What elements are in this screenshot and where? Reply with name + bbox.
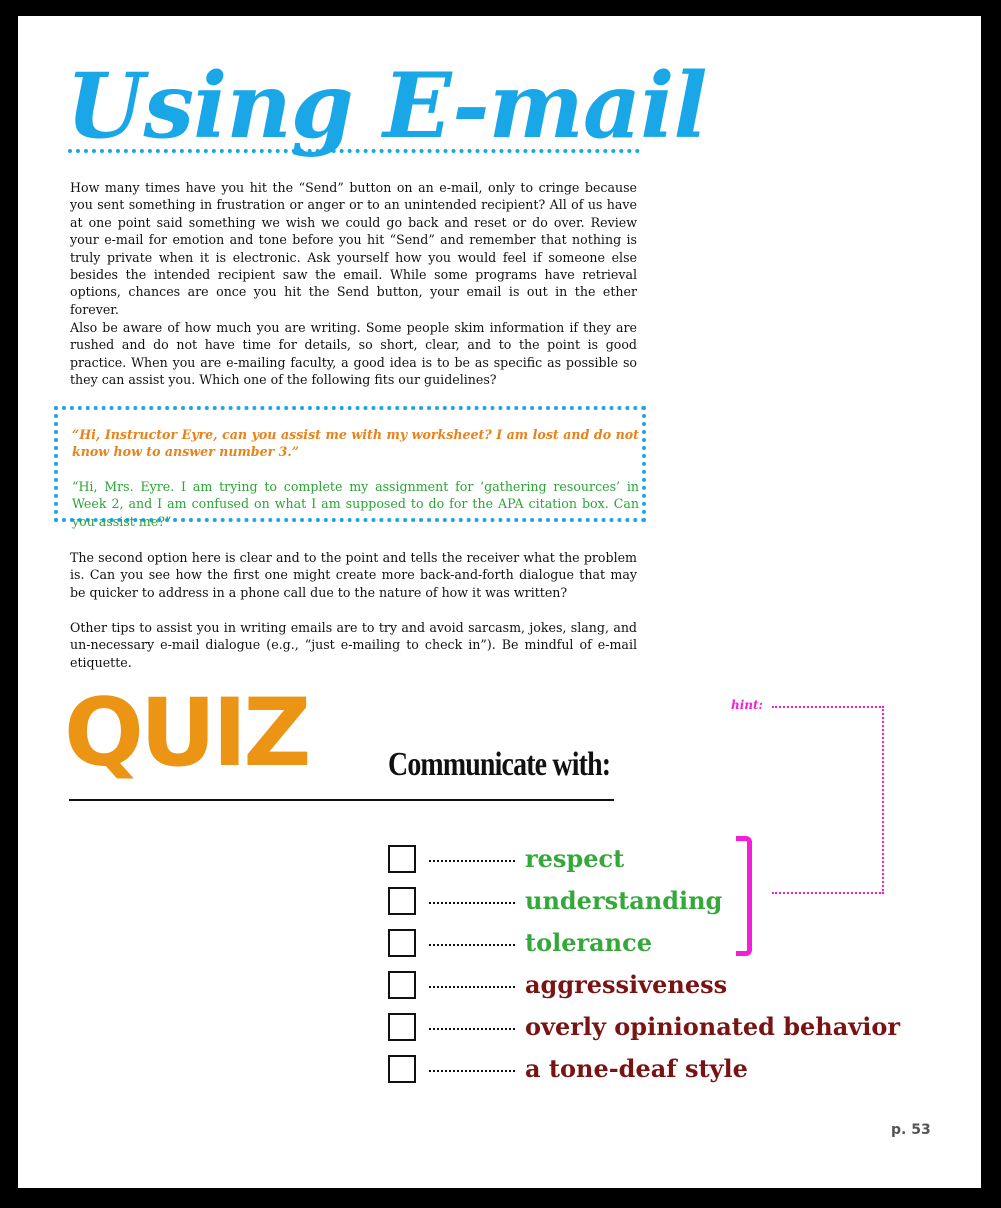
dotted-leader	[429, 944, 515, 946]
dotted-leader	[429, 986, 515, 988]
quiz-option-opinionated	[388, 1006, 948, 1048]
quiz-option-tolerance	[388, 922, 948, 964]
quiz-option-respect	[388, 838, 948, 880]
intro-paragraph: How many times have you hit the “Send” button on an e-mail, only to cringe because you sent something in frustration or anger or to an unintended recipient? All of us have at one point said something we wish we could go back and reset or do over. Review your e-mail for emotion and tone before you hit “Send” and remember that nothing is truly private when it is electronic. Ask yourself how you would feel if someone else besides the intended recipient saw the email. While some programs have retrieval options, chances are once you hit the Send button, your email is out in the ether forever.	[70, 180, 637, 317]
quiz-options-list	[388, 838, 948, 1090]
checkbox-tone-deaf[interactable]	[388, 1055, 416, 1083]
checkbox-tolerance[interactable]	[388, 929, 416, 957]
page-number: p. 53	[891, 1122, 931, 1138]
dotted-leader	[429, 860, 515, 862]
title-dotted-rule	[68, 149, 640, 153]
quiz-subheading: Communicate with:	[388, 746, 611, 783]
quiz-option-label: respect	[525, 844, 625, 873]
checkbox-understanding[interactable]	[388, 887, 416, 915]
checkbox-aggressiveness[interactable]	[388, 971, 416, 999]
quiz-underline	[69, 799, 614, 801]
dotted-leader	[429, 1070, 515, 1072]
quiz-option-label: tolerance	[525, 928, 653, 957]
quiz-option-tone-deaf	[388, 1048, 948, 1090]
quiz-option-aggressiveness	[388, 964, 948, 1006]
example-emails-box	[54, 406, 646, 529]
hint-label: hint:	[731, 698, 763, 712]
tips-paragraph: Other tips to assist you in writing emails are to try and avoid sarcasm, jokes, slang, and un-necessary e-mail dialogue (e.g., “just e-mailing to check in”). Be mindful of e-mail etiquette.	[70, 620, 637, 670]
dotted-leader	[429, 902, 515, 904]
analysis-paragraph: The second option here is clear and to the point and tells the receiver what the problem is. Can you see how the first one might create more back-and-forth dialogue that may be quicker to address in a phone call due to the nature of how it was written?	[70, 550, 637, 600]
page-title: Using E-mail	[66, 53, 707, 159]
checkbox-respect[interactable]	[388, 845, 416, 873]
quiz-option-understanding	[388, 880, 948, 922]
quiz-option-label: a tone-deaf style	[525, 1054, 748, 1083]
example-email-unclear: “Hi, Instructor Eyre, can you assist me with my worksheet? I am lost and do not know how to answer number 3.”	[72, 427, 639, 460]
checkbox-opinionated[interactable]	[388, 1013, 416, 1041]
quiz-option-label: understanding	[525, 886, 723, 915]
quiz-option-label: overly opinionated behavior	[525, 1012, 901, 1041]
guideline-paragraph: Also be aware of how much you are writing. Some people skim information if they are rushed and do not have time for details, so short, clear, and to the point is good practice. When you are e-mailing faculty, a good idea is to be as specific as possible so they can assist you. Which one of the following fits our guidelines?	[70, 320, 637, 388]
quiz-heading: QUIZ	[64, 679, 308, 788]
quiz-option-label: aggressiveness	[525, 970, 728, 999]
document-page	[18, 16, 981, 1188]
dotted-leader	[429, 1028, 515, 1030]
example-email-clear: “Hi, Mrs. Eyre. I am trying to complete my assignment for ‘gathering resources’ in Week 2, and I am confused on what I am supposed to do for the APA citation box. Can you assist me?”	[72, 479, 639, 529]
